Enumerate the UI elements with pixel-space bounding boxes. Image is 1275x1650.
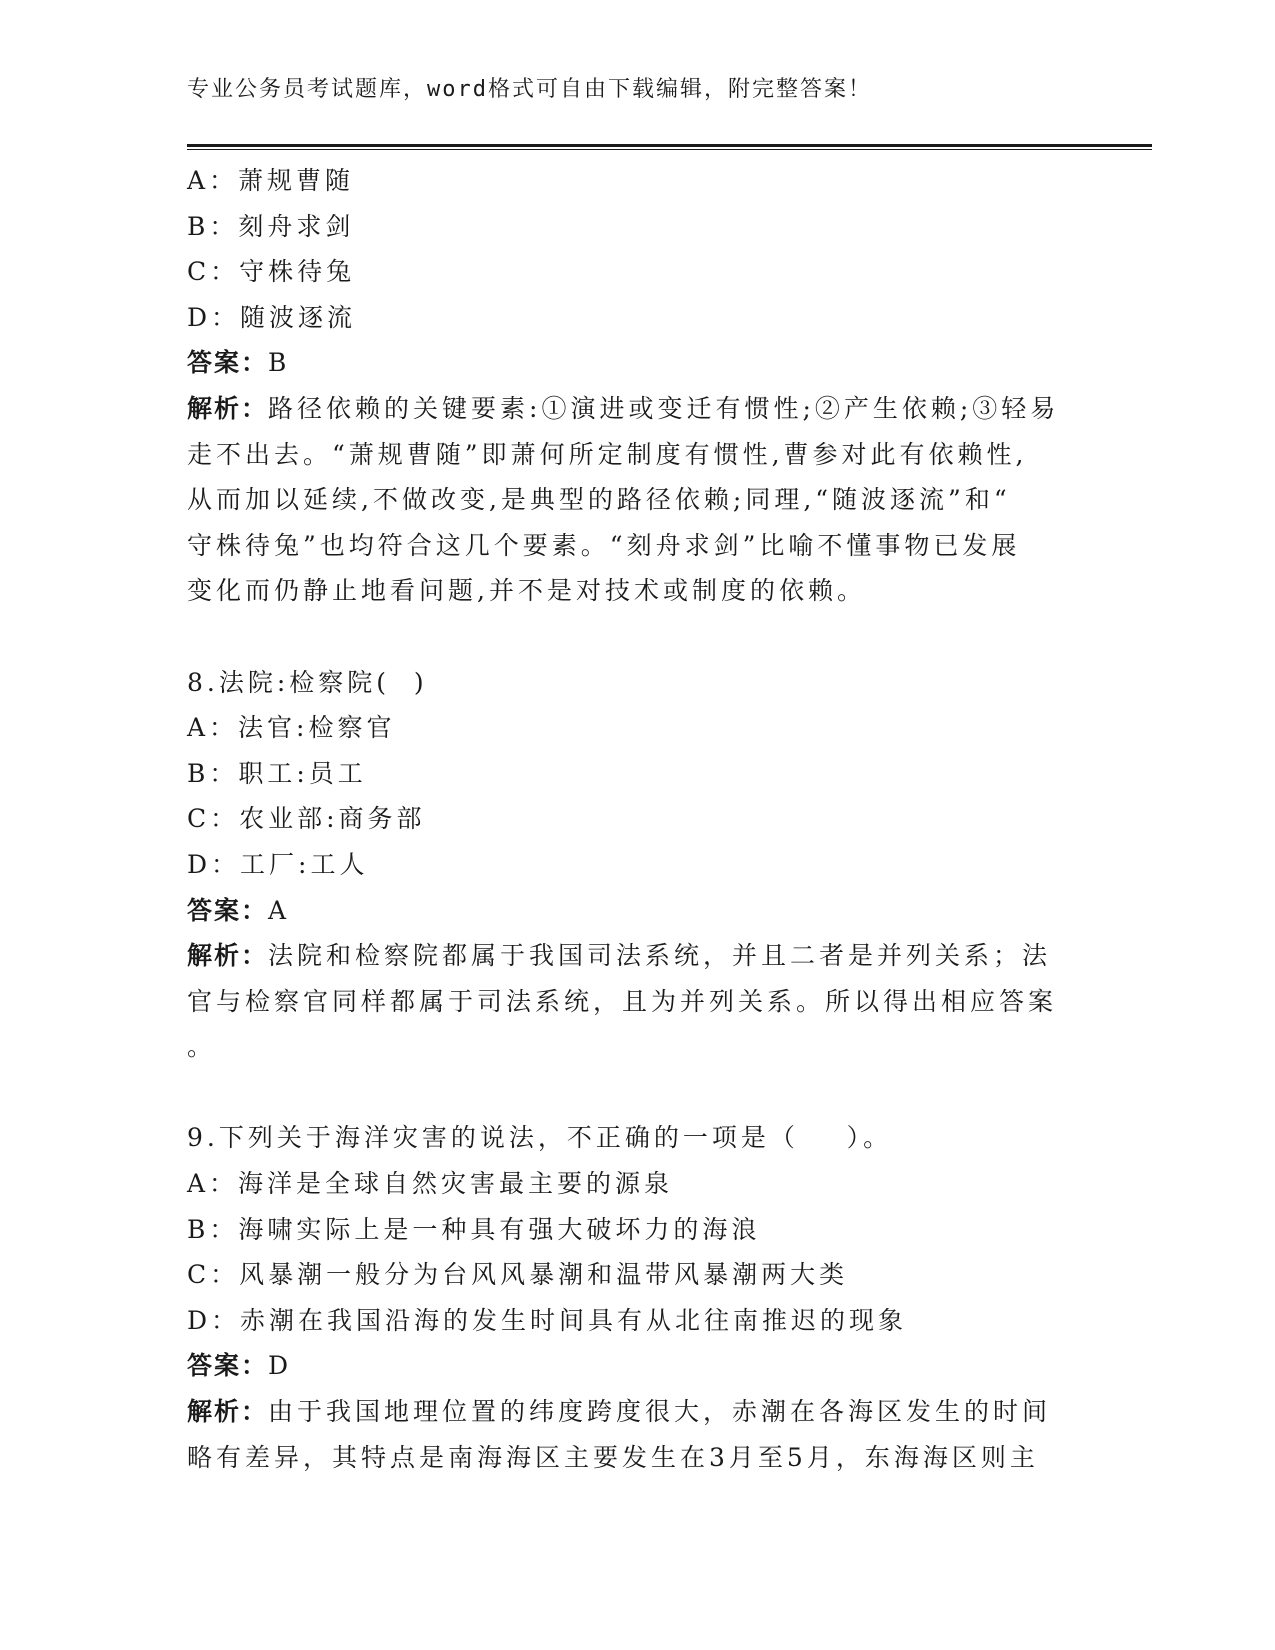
spacer [187, 1070, 1077, 1116]
answer-value: B [268, 348, 291, 378]
answer-label: 答案： [187, 895, 269, 925]
analysis-line-1 [187, 1389, 1077, 1435]
option-b: B：海啸实际上是一种具有强大破坏力的海浪 [187, 1214, 761, 1244]
answer-label: 答案： [187, 1351, 269, 1381]
answer-line [187, 340, 1077, 386]
analysis-line-2: 走不出去。“萧规曹随”即萧何所定制度有惯性,曹参对此有依赖性, [187, 439, 1028, 469]
option-b: B：刻舟求剑 [187, 211, 355, 241]
option-a: A：海洋是全球自然灾害最主要的源泉 [187, 1169, 674, 1199]
option-a: A：萧规曹随 [187, 166, 355, 195]
option-d: D：工厂:工人 [187, 849, 369, 879]
header-rule-thin [187, 149, 1152, 150]
option-d: D：赤潮在我国沿海的发生时间具有从北往南推迟的现象 [187, 1305, 908, 1335]
analysis-line-1 [187, 933, 1077, 979]
spacer [187, 614, 1077, 660]
header-rule-thick [187, 144, 1152, 147]
question-8 [187, 660, 1077, 1070]
analysis-text: 法院和检察院都属于我国司法系统，并且二者是并列关系；法 [268, 941, 1052, 971]
question-9 [187, 1115, 1077, 1480]
option-c: C：农业部:商务部 [187, 804, 426, 834]
option-d: D：随波逐流 [187, 302, 357, 332]
analysis-line-2: 略有差异，其特点是南海海区主要发生在3月至5月，东海海区则主 [187, 1442, 1039, 1472]
option-a: A：法官:检察官 [187, 713, 396, 743]
option-c: C：守株待兔 [187, 257, 356, 287]
answer-value: D [268, 1351, 293, 1381]
analysis-label: 解析： [187, 1397, 269, 1427]
analysis-text: 由于我国地理位置的纬度跨度很大，赤潮在各海区发生的时间 [268, 1397, 1052, 1427]
analysis-line-4: 守株待兔”也均符合这几个要素。“刻舟求剑”比喻不懂事物已发展 [187, 530, 1021, 560]
analysis-label: 解析： [187, 941, 269, 971]
analysis-label: 解析： [187, 393, 269, 423]
question-stem: 8.法院:检察院( ) [187, 667, 428, 697]
document-body [187, 158, 1077, 1480]
analysis-line-2: 官与检察官同样都属于司法系统，且为并列关系。所以得出相应答案 [187, 986, 1058, 1016]
analysis-line-3: 从而加以延续,不做改变,是典型的路径依赖;同理,“随波逐流”和“ [187, 485, 1011, 515]
answer-value: A [268, 895, 291, 925]
question-7 [187, 158, 1077, 614]
answer-line [187, 888, 1077, 934]
option-b: B：职工:员工 [187, 758, 367, 788]
analysis-text: 路径依赖的关键要素:①演进或变迁有惯性;②产生依赖;③轻易 [268, 393, 1060, 423]
analysis-line-1 [187, 386, 1077, 432]
option-c: C：风暴潮一般分为台风风暴潮和温带风暴潮两大类 [187, 1260, 849, 1290]
question-stem: 9.下列关于海洋灾害的说法，不正确的一项是（ ）。 [187, 1123, 893, 1153]
answer-line [187, 1343, 1077, 1389]
answer-label: 答案： [187, 348, 269, 378]
page-header: 专业公务员考试题库，word格式可自由下载编辑，附完整答案！ [187, 77, 872, 102]
analysis-line-3: 。 [187, 1032, 217, 1062]
analysis-line-5: 变化而仍静止地看问题,并不是对技术或制度的依赖。 [187, 576, 866, 606]
